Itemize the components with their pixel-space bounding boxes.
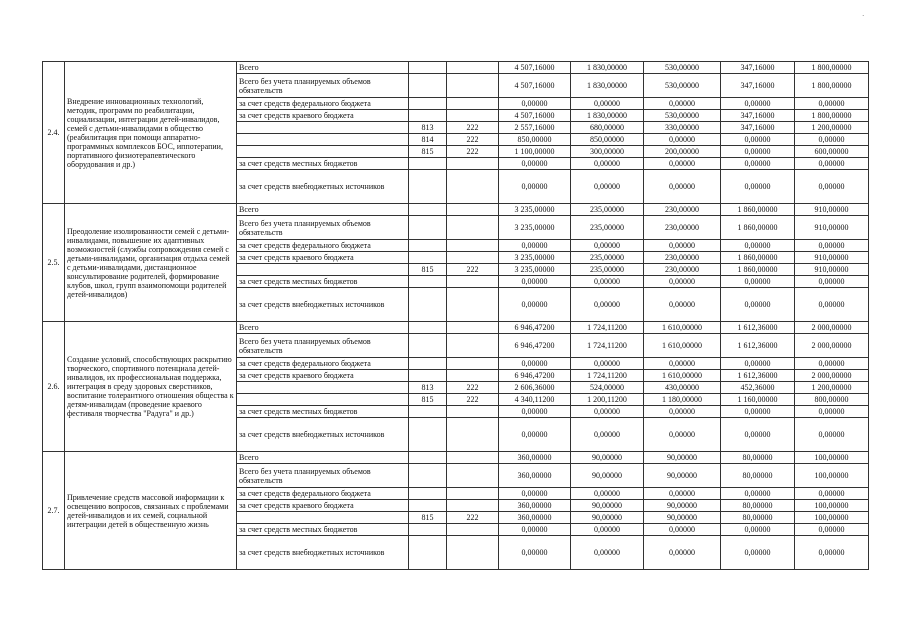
kvr-code [447, 170, 499, 204]
amount-year: 910,00000 [795, 204, 869, 216]
kvr-code [447, 406, 499, 418]
section-number: 2.4. [43, 62, 65, 204]
grbs-code [409, 62, 447, 74]
amount-year: 0,00000 [795, 524, 869, 536]
grbs-code [409, 110, 447, 122]
grbs-code: 815 [409, 512, 447, 524]
grbs-code [409, 500, 447, 512]
amount-year: 0,00000 [571, 98, 644, 110]
kvr-code [447, 464, 499, 488]
amount-year: 1 200,11200 [571, 394, 644, 406]
amount-year: 680,00000 [571, 122, 644, 134]
amount-total: 3 235,00000 [499, 252, 571, 264]
funding-source [237, 394, 409, 406]
amount-year: 0,00000 [721, 358, 795, 370]
kvr-code [447, 358, 499, 370]
amount-total: 1 100,00000 [499, 146, 571, 158]
amount-total: 3 235,00000 [499, 264, 571, 276]
amount-year: 0,00000 [795, 358, 869, 370]
kvr-code [447, 288, 499, 322]
kvr-code [447, 240, 499, 252]
amount-year: 1 200,00000 [795, 382, 869, 394]
funding-source: Всего [237, 204, 409, 216]
amount-year: 235,00000 [571, 204, 644, 216]
amount-year: 1 724,11200 [571, 322, 644, 334]
grbs-code [409, 74, 447, 98]
amount-year: 0,00000 [721, 158, 795, 170]
amount-year: 0,00000 [571, 276, 644, 288]
amount-year: 90,00000 [571, 500, 644, 512]
funding-source [237, 146, 409, 158]
amount-year: 0,00000 [795, 158, 869, 170]
amount-total: 0,00000 [499, 158, 571, 170]
funding-source: за счет средств федерального бюджета [237, 240, 409, 252]
amount-year: 100,00000 [795, 512, 869, 524]
funding-source: за счет средств местных бюджетов [237, 158, 409, 170]
amount-year: 0,00000 [644, 98, 721, 110]
amount-year: 0,00000 [721, 406, 795, 418]
amount-year: 230,00000 [644, 264, 721, 276]
funding-source: за счет средств краевого бюджета [237, 370, 409, 382]
grbs-code [409, 536, 447, 570]
grbs-code [409, 358, 447, 370]
amount-total: 0,00000 [499, 276, 571, 288]
amount-year: 0,00000 [721, 146, 795, 158]
funding-source: Всего без учета планируемых объемов обязательств [237, 74, 409, 98]
amount-year: 0,00000 [795, 536, 869, 570]
grbs-code [409, 452, 447, 464]
funding-source: Всего [237, 322, 409, 334]
amount-year: 0,00000 [571, 406, 644, 418]
amount-total: 0,00000 [499, 98, 571, 110]
funding-source: Всего [237, 62, 409, 74]
section-number: 2.6. [43, 322, 65, 452]
section-description: Преодоление изолированности семей с детьми-инвалидами, повышение их адаптивных возможностей (службы сопровождения семей с детьми-инвалидами, организация отдыха семей с детьми-инвалидами, дистанционное консультирование родителей, формирование клубов, школ, групп взаимопомощи родителей детей-инвалидов) [65, 204, 237, 322]
grbs-code [409, 288, 447, 322]
kvr-code [447, 110, 499, 122]
amount-year: 300,00000 [571, 146, 644, 158]
amount-year: 800,00000 [795, 394, 869, 406]
amount-total: 0,00000 [499, 406, 571, 418]
amount-year: 2 000,00000 [795, 370, 869, 382]
grbs-code [409, 322, 447, 334]
amount-year: 910,00000 [795, 264, 869, 276]
amount-year: 1 860,00000 [721, 204, 795, 216]
amount-year: 1 160,00000 [721, 394, 795, 406]
amount-year: 90,00000 [571, 452, 644, 464]
amount-year: 235,00000 [571, 252, 644, 264]
amount-total: 0,00000 [499, 288, 571, 322]
amount-year: 0,00000 [721, 418, 795, 452]
kvr-code [447, 418, 499, 452]
amount-total: 0,00000 [499, 418, 571, 452]
amount-year: 0,00000 [571, 536, 644, 570]
amount-year: 330,00000 [644, 122, 721, 134]
amount-year: 0,00000 [721, 536, 795, 570]
amount-total: 3 235,00000 [499, 204, 571, 216]
amount-year: 1 610,00000 [644, 334, 721, 358]
kvr-code: 222 [447, 382, 499, 394]
amount-year: 910,00000 [795, 252, 869, 264]
amount-total: 360,00000 [499, 452, 571, 464]
kvr-code [447, 524, 499, 536]
amount-year: 1 860,00000 [721, 216, 795, 240]
amount-total: 2 557,16000 [499, 122, 571, 134]
table-row [43, 322, 869, 334]
amount-year: 2 000,00000 [795, 334, 869, 358]
amount-year: 347,16000 [721, 122, 795, 134]
amount-year: 0,00000 [721, 170, 795, 204]
amount-total: 4 507,16000 [499, 110, 571, 122]
kvr-code [447, 536, 499, 570]
amount-year: 0,00000 [644, 134, 721, 146]
grbs-code: 814 [409, 134, 447, 146]
funding-source: за счет средств внебюджетных источников [237, 170, 409, 204]
grbs-code [409, 170, 447, 204]
amount-total: 6 946,47200 [499, 370, 571, 382]
amount-year: 0,00000 [571, 158, 644, 170]
amount-total: 360,00000 [499, 500, 571, 512]
amount-year: 2 000,00000 [795, 322, 869, 334]
amount-year: 0,00000 [721, 488, 795, 500]
kvr-code: 222 [447, 122, 499, 134]
amount-total: 4 340,11200 [499, 394, 571, 406]
kvr-code [447, 158, 499, 170]
amount-year: 90,00000 [644, 512, 721, 524]
kvr-code [447, 98, 499, 110]
amount-year: 90,00000 [644, 500, 721, 512]
amount-year: 80,00000 [721, 452, 795, 464]
section-description: Внедрение инновационных технологий, методик, программ по реабилитации, социализации, интеграции детей-инвалидов, семей с детьми-инвалидами в общество (реабилитация при помощи аппаратно-программных комплексов БОС, иппотерапии, портативного физиотерапевтического оборудования и др.) [65, 62, 237, 204]
amount-year: 524,00000 [571, 382, 644, 394]
funding-source [237, 264, 409, 276]
amount-year: 0,00000 [795, 240, 869, 252]
grbs-code [409, 464, 447, 488]
amount-year: 235,00000 [571, 216, 644, 240]
grbs-code [409, 240, 447, 252]
section-description: Привлечение средств массовой информации к освещению вопросов, связанных с проблемами детей-инвалидов и их семей, социальной интеграции детей в общественную жизнь [65, 452, 237, 570]
funding-source: за счет средств местных бюджетов [237, 406, 409, 418]
amount-year: 347,16000 [721, 110, 795, 122]
amount-year: 530,00000 [644, 110, 721, 122]
amount-total: 360,00000 [499, 464, 571, 488]
funding-source: Всего без учета планируемых объемов обязательств [237, 464, 409, 488]
amount-year: 1 860,00000 [721, 264, 795, 276]
amount-total: 360,00000 [499, 512, 571, 524]
amount-year: 0,00000 [644, 170, 721, 204]
kvr-code [447, 276, 499, 288]
amount-year: 0,00000 [721, 98, 795, 110]
amount-year: 230,00000 [644, 204, 721, 216]
kvr-code [447, 252, 499, 264]
kvr-code: 222 [447, 134, 499, 146]
amount-total: 0,00000 [499, 524, 571, 536]
grbs-code: 813 [409, 382, 447, 394]
amount-year: 0,00000 [644, 158, 721, 170]
table-body [43, 62, 869, 570]
kvr-code [447, 216, 499, 240]
amount-total: 0,00000 [499, 536, 571, 570]
amount-year: 100,00000 [795, 452, 869, 464]
amount-year: 0,00000 [644, 524, 721, 536]
kvr-code [447, 334, 499, 358]
amount-year: 0,00000 [571, 240, 644, 252]
section-number: 2.5. [43, 204, 65, 322]
amount-year: 1 724,11200 [571, 334, 644, 358]
grbs-code [409, 252, 447, 264]
amount-year: 0,00000 [795, 276, 869, 288]
amount-year: 0,00000 [721, 276, 795, 288]
funding-source [237, 134, 409, 146]
amount-year: 347,16000 [721, 74, 795, 98]
amount-year: 910,00000 [795, 216, 869, 240]
amount-year: 0,00000 [795, 488, 869, 500]
amount-year: 0,00000 [795, 418, 869, 452]
amount-year: 100,00000 [795, 464, 869, 488]
amount-year: 0,00000 [571, 524, 644, 536]
grbs-code: 813 [409, 122, 447, 134]
table-row [43, 452, 869, 464]
amount-total: 4 507,16000 [499, 62, 571, 74]
amount-year: 1 830,00000 [571, 62, 644, 74]
kvr-code [447, 452, 499, 464]
kvr-code [447, 204, 499, 216]
amount-year: 600,00000 [795, 146, 869, 158]
grbs-code [409, 276, 447, 288]
amount-year: 90,00000 [571, 464, 644, 488]
kvr-code: 222 [447, 512, 499, 524]
grbs-code [409, 488, 447, 500]
amount-year: 850,00000 [571, 134, 644, 146]
grbs-code [409, 98, 447, 110]
amount-year: 1 800,00000 [795, 62, 869, 74]
amount-year: 347,16000 [721, 62, 795, 74]
grbs-code [409, 524, 447, 536]
table-row [43, 204, 869, 216]
amount-year: 200,00000 [644, 146, 721, 158]
budget-table [42, 61, 869, 570]
amount-year: 530,00000 [644, 74, 721, 98]
grbs-code [409, 204, 447, 216]
amount-year: 0,00000 [644, 358, 721, 370]
amount-year: 1 830,00000 [571, 110, 644, 122]
amount-year: 230,00000 [644, 216, 721, 240]
amount-year: 1 610,00000 [644, 322, 721, 334]
kvr-code [447, 500, 499, 512]
amount-year: 80,00000 [721, 500, 795, 512]
funding-source: Всего без учета планируемых объемов обязательств [237, 216, 409, 240]
amount-year: 0,00000 [644, 536, 721, 570]
funding-source: за счет средств местных бюджетов [237, 276, 409, 288]
amount-year: 0,00000 [571, 358, 644, 370]
section-number: 2.7. [43, 452, 65, 570]
amount-year: 0,00000 [721, 240, 795, 252]
amount-total: 4 507,16000 [499, 74, 571, 98]
funding-source: за счет средств краевого бюджета [237, 252, 409, 264]
amount-total: 6 946,47200 [499, 334, 571, 358]
funding-source: за счет средств федерального бюджета [237, 358, 409, 370]
funding-source [237, 512, 409, 524]
amount-year: 1 612,36000 [721, 334, 795, 358]
funding-source: Всего [237, 452, 409, 464]
amount-year: 1 800,00000 [795, 74, 869, 98]
funding-source: за счет средств краевого бюджета [237, 500, 409, 512]
funding-source: за счет средств внебюджетных источников [237, 536, 409, 570]
amount-year: 430,00000 [644, 382, 721, 394]
amount-year: 0,00000 [795, 170, 869, 204]
amount-year: 0,00000 [795, 406, 869, 418]
funding-source: за счет средств краевого бюджета [237, 110, 409, 122]
amount-year: 0,00000 [571, 488, 644, 500]
funding-source: Всего без учета планируемых объемов обязательств [237, 334, 409, 358]
funding-source: за счет средств внебюджетных источников [237, 288, 409, 322]
amount-year: 1 830,00000 [571, 74, 644, 98]
amount-year: 0,00000 [721, 288, 795, 322]
kvr-code [447, 74, 499, 98]
amount-year: 235,00000 [571, 264, 644, 276]
kvr-code [447, 488, 499, 500]
funding-source: за счет средств федерального бюджета [237, 98, 409, 110]
amount-year: 0,00000 [644, 240, 721, 252]
amount-total: 3 235,00000 [499, 216, 571, 240]
amount-total: 0,00000 [499, 488, 571, 500]
amount-year: 0,00000 [795, 134, 869, 146]
amount-year: 1 800,00000 [795, 110, 869, 122]
funding-source: за счет средств внебюджетных источников [237, 418, 409, 452]
kvr-code [447, 62, 499, 74]
amount-total: 850,00000 [499, 134, 571, 146]
grbs-code: 815 [409, 394, 447, 406]
amount-year: 0,00000 [644, 418, 721, 452]
grbs-code [409, 418, 447, 452]
amount-year: 0,00000 [644, 406, 721, 418]
amount-year: 530,00000 [644, 62, 721, 74]
amount-year: 100,00000 [795, 500, 869, 512]
grbs-code [409, 406, 447, 418]
amount-year: 230,00000 [644, 252, 721, 264]
funding-source [237, 122, 409, 134]
amount-year: 452,36000 [721, 382, 795, 394]
amount-total: 2 606,36000 [499, 382, 571, 394]
amount-year: 0,00000 [795, 288, 869, 322]
amount-year: 0,00000 [571, 288, 644, 322]
grbs-code [409, 216, 447, 240]
funding-source [237, 382, 409, 394]
kvr-code [447, 370, 499, 382]
amount-year: 0,00000 [795, 98, 869, 110]
kvr-code [447, 322, 499, 334]
amount-year: 1 612,36000 [721, 370, 795, 382]
amount-total: 0,00000 [499, 240, 571, 252]
amount-year: 80,00000 [721, 464, 795, 488]
amount-year: 80,00000 [721, 512, 795, 524]
kvr-code: 222 [447, 146, 499, 158]
amount-year: 90,00000 [644, 464, 721, 488]
grbs-code [409, 158, 447, 170]
amount-total: 6 946,47200 [499, 322, 571, 334]
grbs-code: 815 [409, 146, 447, 158]
grbs-code: 815 [409, 264, 447, 276]
funding-source: за счет средств федерального бюджета [237, 488, 409, 500]
amount-year: 1 610,00000 [644, 370, 721, 382]
amount-year: 1 724,11200 [571, 370, 644, 382]
amount-year: 0,00000 [644, 276, 721, 288]
grbs-code [409, 370, 447, 382]
amount-year: 0,00000 [721, 524, 795, 536]
amount-year: 1 180,00000 [644, 394, 721, 406]
amount-total: 0,00000 [499, 358, 571, 370]
amount-total: 0,00000 [499, 170, 571, 204]
table-row [43, 62, 869, 74]
scan-dot: · [862, 12, 865, 20]
amount-year: 0,00000 [644, 488, 721, 500]
amount-year: 0,00000 [571, 418, 644, 452]
kvr-code: 222 [447, 264, 499, 276]
amount-year: 1 860,00000 [721, 252, 795, 264]
amount-year: 90,00000 [571, 512, 644, 524]
amount-year: 0,00000 [721, 134, 795, 146]
amount-year: 1 612,36000 [721, 322, 795, 334]
amount-year: 0,00000 [571, 170, 644, 204]
kvr-code: 222 [447, 394, 499, 406]
amount-year: 1 200,00000 [795, 122, 869, 134]
amount-year: 90,00000 [644, 452, 721, 464]
funding-source: за счет средств местных бюджетов [237, 524, 409, 536]
section-description: Создание условий, способствующих раскрытию творческого, спортивного потенциала детей-инвалидов, их профессиональная поддержка, интеграция в среду здоровых сверстников, воспитание толерантного отношения общества к детям-инвалидам (проведение краевого фестиваля творчества "Радуга" и др.) [65, 322, 237, 452]
grbs-code [409, 334, 447, 358]
amount-year: 0,00000 [644, 288, 721, 322]
